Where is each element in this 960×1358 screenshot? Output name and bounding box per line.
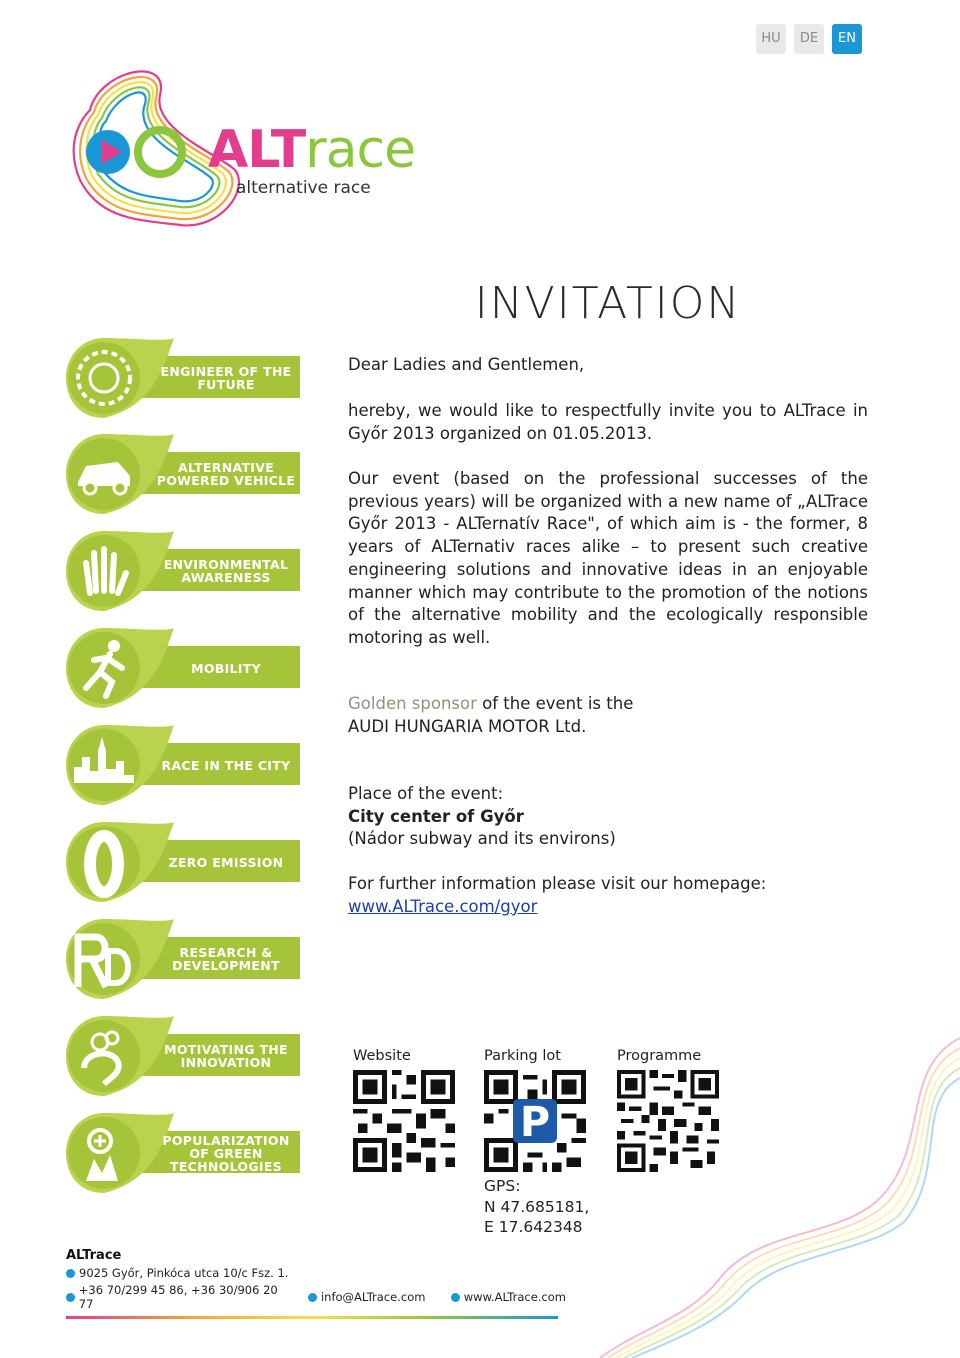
lang-de-button[interactable]: DE bbox=[794, 24, 824, 54]
footer-web[interactable]: www.ALTrace.com bbox=[463, 1290, 566, 1304]
footer-company-name: ALTrace bbox=[66, 1248, 122, 1263]
city-skyline-icon bbox=[66, 727, 142, 803]
greeting: Dear Ladies and Gentlemen, bbox=[348, 355, 585, 374]
pillar-item bbox=[64, 336, 304, 420]
qr-website-label: Website bbox=[353, 1048, 411, 1064]
qr-code-icon[interactable] bbox=[484, 1070, 586, 1172]
pillar-item bbox=[64, 1111, 304, 1195]
pillar-label: RESEARCH & DEVELOPMENT bbox=[172, 945, 280, 973]
pillar-item bbox=[64, 917, 304, 1001]
gps-label: GPS: bbox=[484, 1177, 521, 1195]
place-name: City center of Győr bbox=[348, 806, 524, 826]
pillar-label: ZERO EMISSION bbox=[168, 854, 284, 870]
sponsor-text: of the event is the bbox=[476, 694, 634, 713]
pillar-label: MOBILITY bbox=[191, 660, 261, 676]
decorative-wave-icon bbox=[600, 1028, 960, 1358]
phone-icon bbox=[66, 1293, 75, 1302]
paragraph-description: Our event (based on the professional successes of the previous years) will be organized with a new name of „ALTrace Győr 2013 - ALTernatív Race", of which aim is - the former, 8 years of ALTernativ races alike – to present such creative engineering solutions and innovative ideas in an enjoyable manner which may contribute to the promotion of the notions of the alternative mobility and the ecologically responsible motoring as well. bbox=[348, 469, 868, 647]
lang-hu-button[interactable]: HU bbox=[756, 24, 786, 54]
paragraph-intro: hereby, we would like to respectfully invite you to ALTrace in Győr 2013 organized on 01.05.2013. bbox=[348, 401, 868, 443]
info-text: For further information please visit our homepage: bbox=[348, 874, 767, 893]
email-icon bbox=[308, 1293, 317, 1302]
gps-coordinates bbox=[484, 1176, 589, 1238]
sponsor-label: Golden sponsor bbox=[348, 694, 477, 713]
running-man-icon bbox=[66, 630, 142, 706]
pillar-label: MOTIVATING THE INNOVATION bbox=[164, 1042, 288, 1070]
place-block bbox=[348, 783, 868, 851]
footer-email[interactable]: info@ALTrace.com bbox=[320, 1290, 426, 1304]
logo-wordmark: ALTrace bbox=[208, 120, 416, 180]
pillar-item bbox=[64, 820, 304, 904]
pillar-label: ALTERNATIVE POWERED VEHICLE bbox=[156, 460, 296, 488]
footer bbox=[66, 1248, 566, 1319]
qr-parking bbox=[484, 1048, 586, 1176]
info-block bbox=[348, 873, 868, 918]
footer-phone: +36 70/299 45 86, +36 30/906 20 77 bbox=[78, 1283, 278, 1311]
pillar-label: RACE IN THE CITY bbox=[161, 757, 291, 773]
language-switcher bbox=[756, 24, 862, 54]
logo-tagline: alternative race bbox=[236, 178, 371, 198]
qr-website bbox=[353, 1048, 455, 1176]
homepage-link[interactable]: www.ALTrace.com/gyor bbox=[348, 896, 538, 916]
location-icon bbox=[66, 1269, 75, 1278]
altrace-logo[interactable] bbox=[60, 60, 416, 245]
rd-icon bbox=[66, 921, 142, 997]
sponsor-block bbox=[348, 693, 868, 738]
footer-address: 9025 Győr, Pinkóca utca 10/c Fsz. 1. bbox=[79, 1266, 289, 1280]
page-title: INVITATION bbox=[474, 278, 742, 329]
pillar-item bbox=[64, 529, 304, 613]
place-label: Place of the event: bbox=[348, 784, 504, 803]
pillar-label: ENVIRONMENTAL AWARENESS bbox=[163, 557, 289, 585]
magnifier-icon bbox=[66, 1115, 142, 1191]
footer-contact-line bbox=[66, 1283, 566, 1311]
parking-sign-icon: P bbox=[519, 1098, 551, 1147]
pillar-item bbox=[64, 723, 304, 807]
gps-north: N 47.685181, bbox=[484, 1197, 590, 1216]
web-icon bbox=[451, 1293, 460, 1302]
gps-east: E 17.642348 bbox=[484, 1218, 583, 1236]
qr-parking-label: Parking lot bbox=[484, 1048, 561, 1064]
pillar-item bbox=[64, 432, 304, 516]
zero-icon bbox=[66, 824, 142, 900]
hand-icon bbox=[66, 533, 142, 609]
footer-address-line bbox=[66, 1266, 566, 1280]
pillar-item bbox=[64, 626, 304, 710]
pillar-label: POPULARIZATION OF GREEN TECHNOLOGIES bbox=[162, 1132, 290, 1174]
sponsor-name: AUDI HUNGARIA MOTOR Ltd. bbox=[348, 716, 587, 736]
pillar-label: ENGINEER OF THE FUTURE bbox=[160, 364, 292, 392]
pillar-item bbox=[64, 1014, 304, 1098]
lang-en-button[interactable]: EN bbox=[832, 24, 862, 54]
place-detail: (Nádor subway and its environs) bbox=[348, 829, 616, 849]
lightbulb-icon bbox=[66, 1018, 142, 1094]
car-icon bbox=[66, 436, 142, 512]
qr-programme-label: Programme bbox=[617, 1048, 702, 1064]
footer-divider bbox=[66, 1316, 558, 1319]
brain-gear-icon bbox=[66, 340, 142, 416]
qr-code-icon[interactable] bbox=[353, 1070, 455, 1172]
